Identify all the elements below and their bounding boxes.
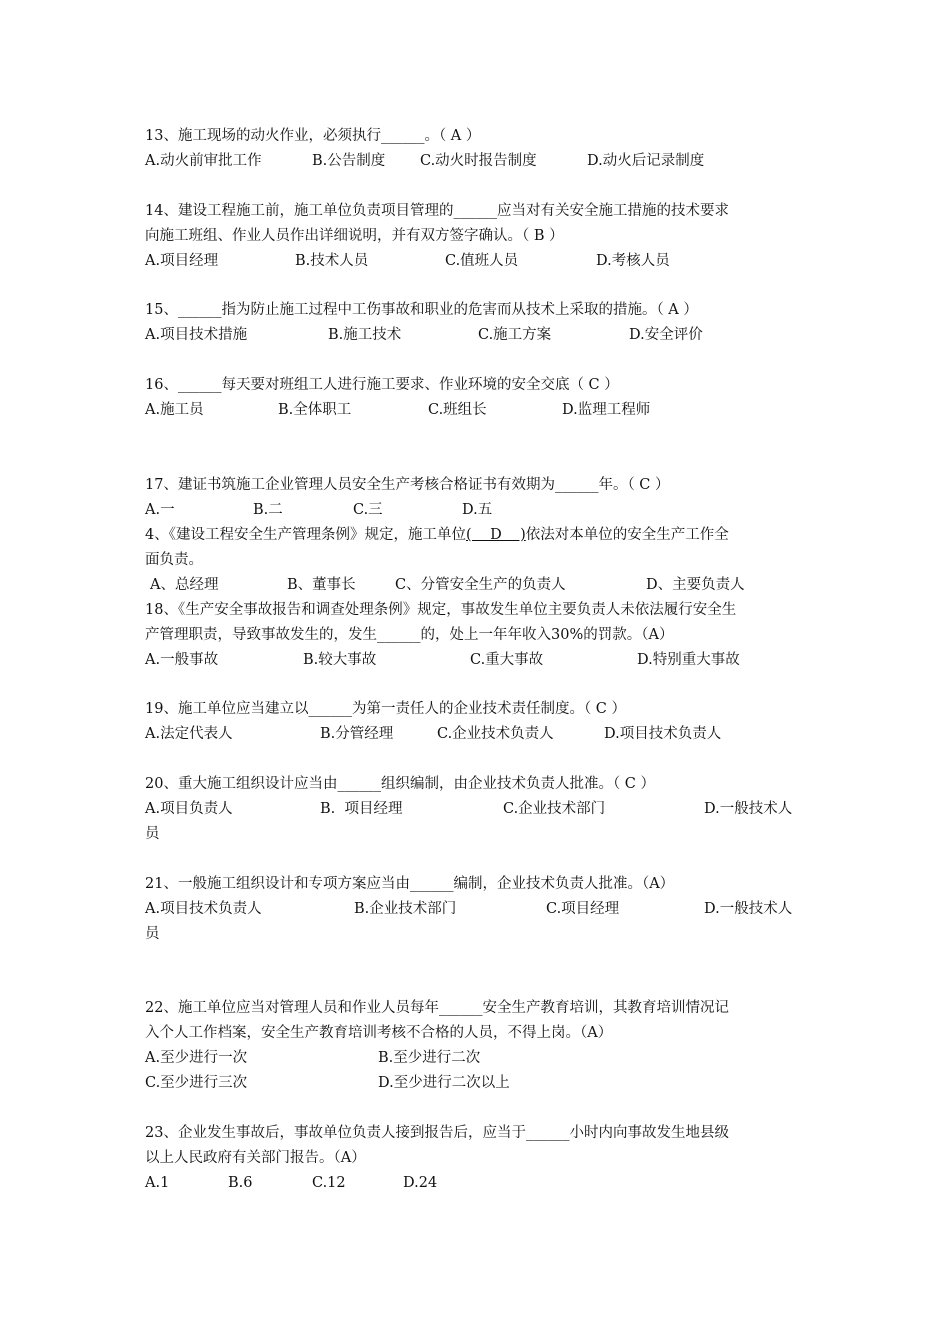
question-13-option-b: B.公告制度 bbox=[312, 153, 386, 169]
question-17-option-a: A.一 bbox=[145, 502, 175, 518]
question-15-option-a: A.项目技术措施 bbox=[145, 327, 248, 343]
question-4-option-d: D、主要负责人 bbox=[646, 577, 745, 593]
question-21-option-a: A.项目技术负责人 bbox=[145, 901, 262, 917]
question-18-stem-line2: 产管理职责，导致事故发生的，发生______的，处上一年年收入30%的罚款。（A） bbox=[145, 627, 674, 643]
question-17-stem: 17、建证书筑施工企业管理人员安全生产考核合格证书有效期为______年。（ C ） bbox=[145, 477, 670, 493]
question-23-stem-line2: 以上人民政府有关部门报告。（A） bbox=[145, 1150, 366, 1166]
question-18-stem-line1: 18、《生产安全事故报告和调查处理条例》规定，事故发生单位主要负责人未依法履行安全生 bbox=[145, 602, 737, 618]
question-17-option-c: C.三 bbox=[353, 502, 383, 518]
question-20-option-d-wrap: 员 bbox=[145, 826, 160, 842]
question-19-option-a: A.法定代表人 bbox=[145, 726, 233, 742]
question-4-stem-line2: 面负责。 bbox=[145, 552, 203, 568]
question-16-stem: 16、______每天要对班组工人进行施工要求、作业环境的安全交底（ C ） bbox=[145, 377, 619, 393]
question-15-option-b: B.施工技术 bbox=[328, 327, 402, 343]
question-22-option-b: B.至少进行二次 bbox=[378, 1050, 481, 1066]
question-18-option-c: C.重大事故 bbox=[470, 652, 544, 668]
question-18-option-b: B.较大事故 bbox=[303, 652, 377, 668]
question-18-option-a: A.一般事故 bbox=[145, 652, 219, 668]
question-21-stem: 21、一般施工组织设计和专项方案应当由______编制，企业技术负责人批准。（A） bbox=[145, 876, 675, 892]
question-19-stem: 19、施工单位应当建立以______为第一责任人的企业技术责任制度。（ C ） bbox=[145, 701, 627, 717]
question-4-option-c: C、分管安全生产的负责人 bbox=[395, 577, 566, 593]
question-4-stem-part2: 依法对本单位的安全生产工作全 bbox=[525, 527, 729, 543]
question-13-option-c: C.动火时报告制度 bbox=[420, 153, 537, 169]
question-22-option-a: A.至少进行一次 bbox=[145, 1050, 248, 1066]
question-21-option-d: D.一般技术人 bbox=[704, 901, 793, 917]
question-20-option-d: D.一般技术人 bbox=[704, 801, 793, 817]
question-21-option-c: C.项目经理 bbox=[546, 901, 620, 917]
question-17-option-d: D.五 bbox=[462, 502, 493, 518]
question-20-option-b: B. 项目经理 bbox=[320, 801, 403, 817]
question-16-option-b: B.全体职工 bbox=[278, 402, 352, 418]
question-23-option-a: A.1 bbox=[145, 1175, 170, 1191]
question-14-option-d: D.考核人员 bbox=[596, 253, 670, 269]
question-13-stem: 13、施工现场的动火作业，必须执行______。（ A ） bbox=[145, 128, 481, 144]
question-13-option-a: A.动火前审批工作 bbox=[145, 153, 262, 169]
question-16-option-a: A.施工员 bbox=[145, 402, 204, 418]
question-4-stem-part1: 4、《建设工程安全生产管理条例》规定，施工单位 bbox=[145, 527, 466, 543]
question-15-stem: 15、______指为防止施工过程中工伤事故和职业的危害而从技术上采取的措施。（ A ） bbox=[145, 302, 698, 318]
question-22-option-c: C.至少进行三次 bbox=[145, 1075, 248, 1091]
question-17-option-b: B.二 bbox=[253, 502, 283, 518]
question-21-option-b: B.企业技术部门 bbox=[354, 901, 457, 917]
question-23-stem-line1: 23、企业发生事故后，事故单位负责人接到报告后，应当于______小时内向事故发生地县级 bbox=[145, 1125, 729, 1141]
question-4-stem-line1 bbox=[145, 525, 729, 545]
question-18-option-d: D.特别重大事故 bbox=[637, 652, 740, 668]
question-15-option-d: D.安全评价 bbox=[629, 327, 703, 343]
question-23-option-c: C.12 bbox=[312, 1175, 346, 1191]
question-4-answer-blank: ( D ) bbox=[465, 527, 526, 543]
question-4-option-a: A、总经理 bbox=[150, 577, 219, 593]
question-16-option-d: D.监理工程师 bbox=[562, 402, 651, 418]
question-22-stem-line1: 22、施工单位应当对管理人员和作业人员每年______安全生产教育培训，其教育培训情况记 bbox=[145, 1000, 729, 1016]
question-14-stem-line1: 14、建设工程施工前，施工单位负责项目管理的______应当对有关安全施工措施的技术要求 bbox=[145, 203, 729, 219]
question-16-option-c: C.班组长 bbox=[428, 402, 487, 418]
question-22-option-d: D.至少进行二次以上 bbox=[378, 1075, 510, 1091]
question-19-option-b: B.分管经理 bbox=[320, 726, 394, 742]
question-14-stem-line2: 向施工班组、作业人员作出详细说明，并有双方签字确认。（ B ） bbox=[145, 228, 564, 244]
question-21-option-d-wrap: 员 bbox=[145, 926, 160, 942]
question-23-option-d: D.24 bbox=[403, 1175, 438, 1191]
question-14-option-a: A.项目经理 bbox=[145, 253, 219, 269]
question-15-option-c: C.施工方案 bbox=[478, 327, 552, 343]
question-22-stem-line2: 入个人工作档案，安全生产教育培训考核不合格的人员，不得上岗。（A） bbox=[145, 1025, 613, 1041]
question-20-stem: 20、重大施工组织设计应当由______组织编制，由企业技术负责人批准。（ C ） bbox=[145, 776, 656, 792]
question-19-option-c: C.企业技术负责人 bbox=[437, 726, 554, 742]
question-20-option-a: A.项目负责人 bbox=[145, 801, 233, 817]
question-14-option-c: C.值班人员 bbox=[445, 253, 519, 269]
question-4-option-b: B、董事长 bbox=[287, 577, 356, 593]
question-14-option-b: B.技术人员 bbox=[295, 253, 369, 269]
question-13-option-d: D.动火后记录制度 bbox=[587, 153, 705, 169]
question-19-option-d: D.项目技术负责人 bbox=[604, 726, 722, 742]
question-20-option-c: C.企业技术部门 bbox=[503, 801, 606, 817]
question-23-option-b: B.6 bbox=[228, 1175, 253, 1191]
